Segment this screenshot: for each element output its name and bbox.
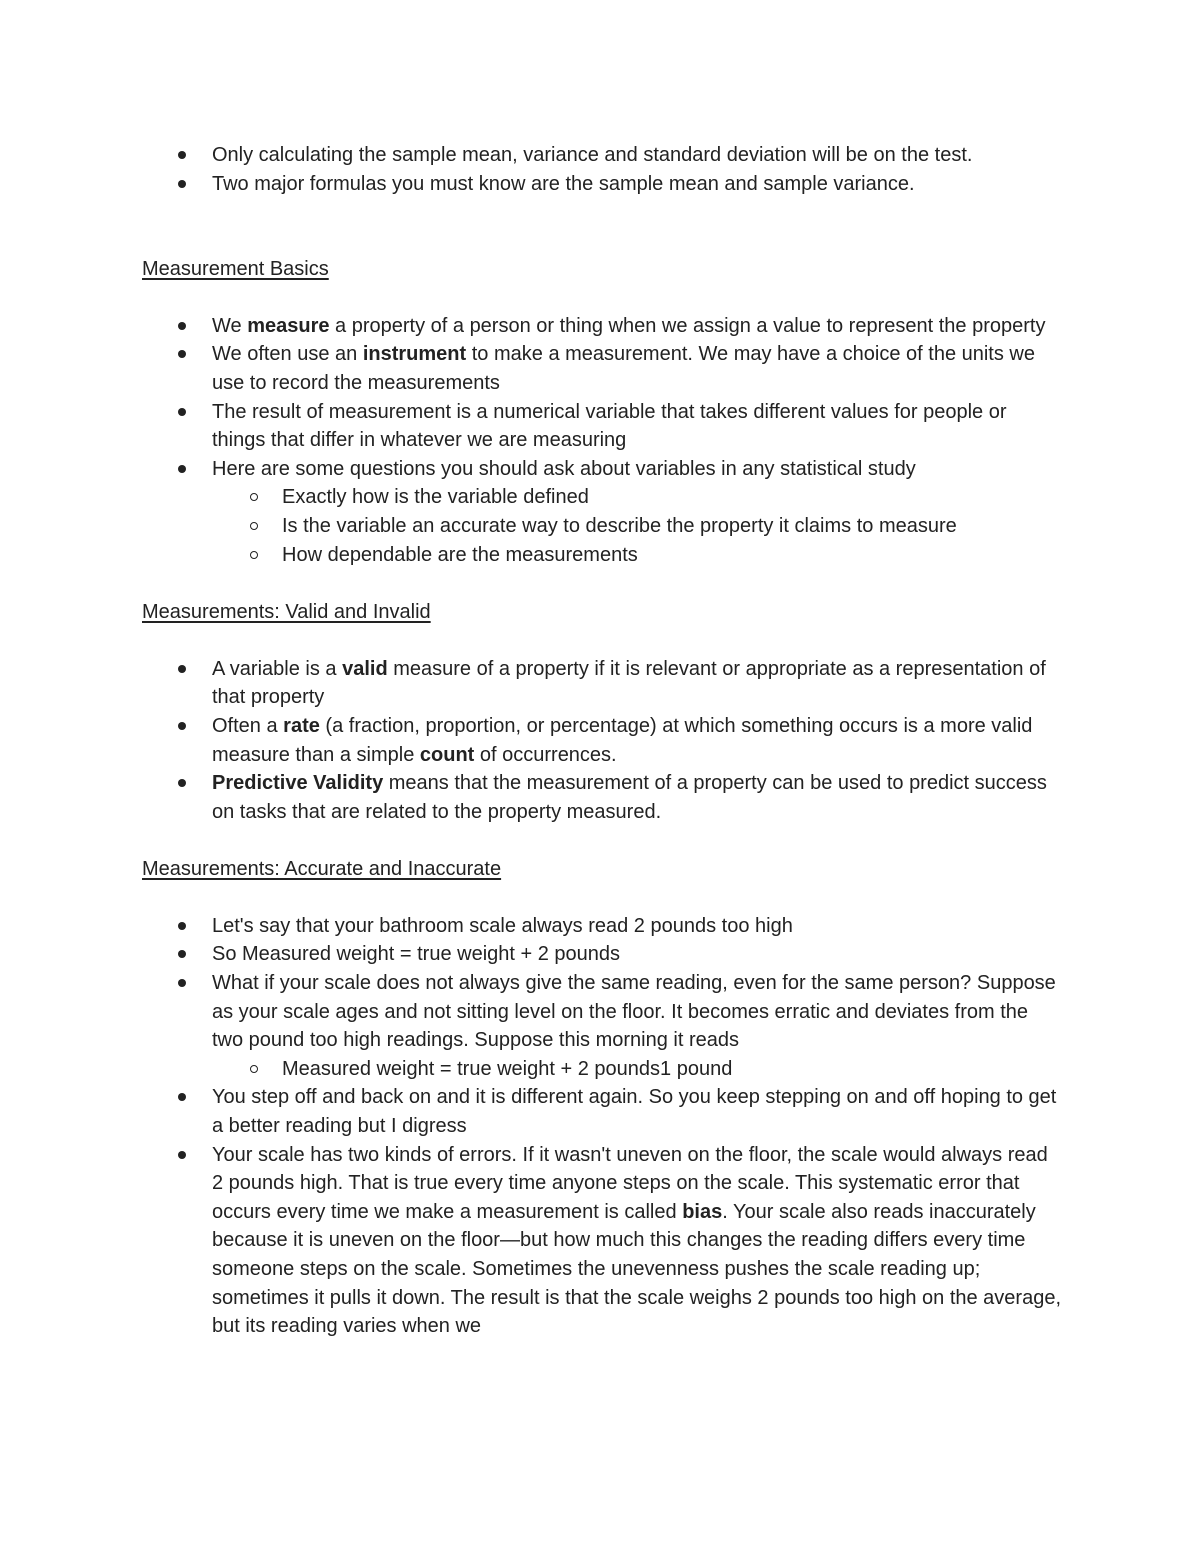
text-run: We: [212, 314, 248, 337]
list-item: [142, 912, 1062, 941]
document-body: [142, 141, 1062, 1341]
hollow-bullet-icon: [250, 493, 258, 501]
text-run: Your scale has two kinds of errors. If it wasn't uneven on the floor, the scale would always read 2 pounds high. That is true every time anyone steps on the scale. This systematic error that occurs every time we make a measurement is called: [212, 1143, 1048, 1223]
sub-list-item: [142, 541, 1062, 570]
bullet-icon: [178, 1151, 186, 1159]
list-item: [142, 170, 1062, 199]
bullet-icon: [178, 950, 186, 958]
text-run: means that the measurement of a property can be used to predict success on tasks that are related to the property measured.: [212, 772, 1047, 823]
list-item: [142, 769, 1062, 826]
list-item: [142, 312, 1062, 341]
list-item-text: Two major formulas you must know are the sample mean and sample variance.: [212, 172, 915, 195]
sub-list-item: [142, 512, 1062, 541]
text-run: We often use an: [212, 343, 363, 366]
text-run: Often a: [212, 714, 284, 737]
list-item: [142, 969, 1062, 1055]
accurate-list: [142, 912, 1062, 1341]
list-item-text: What if your scale does not always give the same reading, even for the same person? Suppose as your scale ages and not sitting level on the floor. It becomes erratic and deviates from the two pound too high readings. Suppose this morning it reads: [212, 972, 1056, 1052]
bold-term: bias: [682, 1200, 723, 1223]
list-item: [142, 1141, 1062, 1341]
section-heading-measurement-basics: Measurement Basics: [142, 258, 329, 281]
list-item-text: You step off and back on and it is different again. So you keep stepping on and off hoping to get a better reading but I digress: [212, 1086, 1057, 1138]
bullet-icon: [178, 1093, 186, 1101]
list-item-text: Let's say that your bathroom scale always read 2 pounds too high: [212, 914, 793, 937]
list-item-text: How dependable are the measurements: [282, 543, 638, 566]
list-item-text: Measured weight = true weight + 2 pounds1 pound: [282, 1057, 733, 1080]
bold-term: valid: [342, 657, 388, 680]
list-item-text: So Measured weight = true weight + 2 pounds: [212, 943, 621, 966]
list-item: [142, 398, 1062, 455]
list-item: [142, 655, 1062, 712]
bullet-icon: [178, 322, 186, 330]
section-heading-accurate-inaccurate: Measurements: Accurate and Inaccurate: [142, 858, 502, 881]
sub-list-item: [142, 483, 1062, 512]
list-item: [142, 141, 1062, 170]
hollow-bullet-icon: [250, 522, 258, 530]
list-item: [142, 455, 1062, 484]
intro-list: [142, 141, 1062, 198]
bullet-icon: [178, 979, 186, 987]
text-run: . Your scale also reads inaccurately because it is uneven on the floor—but how much this changes the reading differs every time someone steps on the scale. Sometimes the unevenness pushes the scale reading up; sometimes it pulls it down. The result is that the scale weighs 2 pounds too high on the average, but its reading varies when we: [212, 1200, 1062, 1338]
bold-term: rate: [283, 714, 320, 737]
text-run: of occurrences.: [474, 743, 617, 766]
text-run: to make a measurement. We may have a choice of the units we use to record the measurements: [212, 343, 1035, 394]
basics-list: [142, 312, 1062, 569]
bullet-icon: [178, 408, 186, 416]
list-item: [142, 1083, 1062, 1140]
list-item: [142, 712, 1062, 769]
bold-term: instrument: [362, 343, 467, 366]
bullet-icon: [178, 180, 186, 188]
list-item-text: The result of measurement is a numerical variable that takes different values for people or things that differ in whatever we are measuring: [212, 400, 1007, 452]
text-run: measure of a property if it is relevant or appropriate as a representation of that property: [212, 657, 1046, 709]
list-item-text: Only calculating the sample mean, variance and standard deviation will be on the test.: [212, 144, 973, 166]
list-item-text: Here are some questions you should ask about variables in any statistical study: [212, 457, 916, 480]
list-item: [142, 940, 1062, 969]
bullet-icon: [178, 350, 186, 358]
bullet-icon: [178, 151, 186, 159]
bullet-icon: [178, 722, 186, 730]
hollow-bullet-icon: [250, 551, 258, 559]
bullet-icon: [178, 922, 186, 930]
section-heading-valid-invalid: Measurements: Valid and Invalid: [142, 601, 431, 624]
bold-term: count: [419, 743, 475, 766]
text-run: (a fraction, proportion, or percentage) at which something occurs is a more valid measure than a simple: [212, 714, 1033, 766]
list-item-text: Is the variable an accurate way to describe the property it claims to measure: [282, 514, 957, 537]
bullet-icon: [178, 665, 186, 673]
bullet-icon: [178, 779, 186, 787]
text-run: A variable is a: [212, 657, 343, 680]
hollow-bullet-icon: [250, 1065, 258, 1073]
list-item-text: Exactly how is the variable defined: [282, 486, 589, 509]
bold-term: Predictive Validity: [212, 772, 384, 795]
sub-list-item: [142, 1055, 1062, 1084]
valid-list: [142, 655, 1062, 827]
bullet-icon: [178, 465, 186, 473]
list-item: [142, 340, 1062, 397]
text-run: a property of a person or thing when we assign a value to represent the property: [329, 314, 1046, 337]
bold-term: measure: [247, 314, 330, 337]
